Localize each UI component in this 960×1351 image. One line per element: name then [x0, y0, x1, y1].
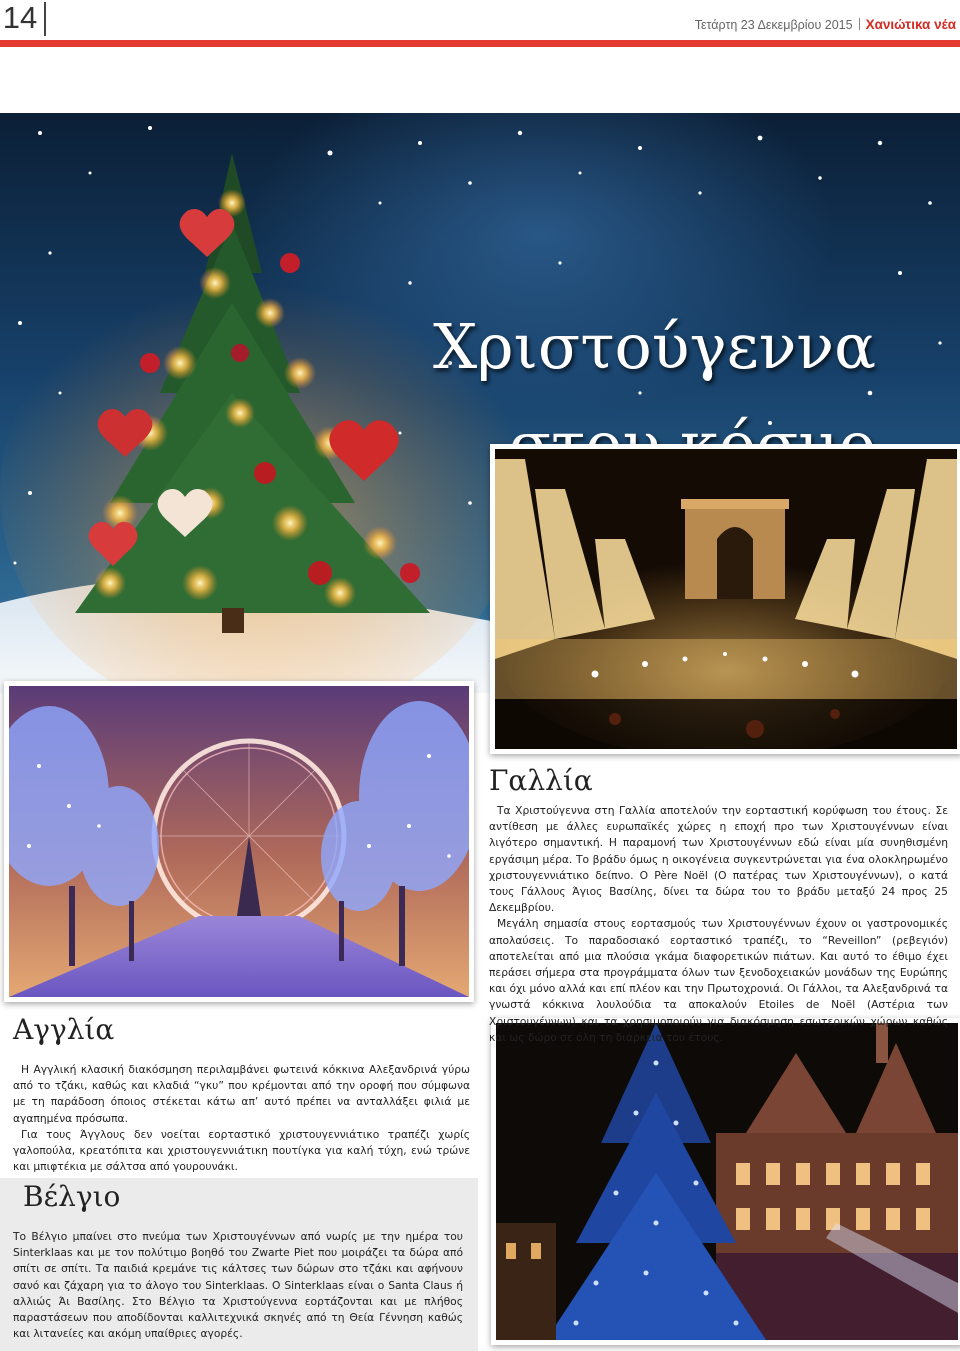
- arc-de-triomphe-image: [495, 449, 957, 749]
- london-eye-image: [9, 686, 469, 997]
- england-paragraph: Η Αγγλική κλασική διακόσμηση περιλαμβάνει φωτεινά κόκκινα Αλεξανδρινά γύρω από το τζάκι, καθώς και κλαδιά “γκυ” που κρέμονται από την οροφή που σύμφωνα με τη παράδοση όποιος στέκεται κάτω απ’ αυτό πρέπει να ανταλλάξει φιλιά με αγαπημένα πρόσωπα.: [13, 1063, 470, 1125]
- france-article-text: [489, 803, 948, 1046]
- header-meta: [695, 16, 956, 34]
- france-photo: [490, 444, 960, 754]
- page-number-divider: [44, 2, 46, 36]
- heading-france: Γαλλία: [489, 764, 593, 797]
- header-separator: [859, 18, 860, 30]
- heading-england: Αγγλία: [13, 1013, 115, 1046]
- heading-belgium: Βέλγιο: [23, 1180, 121, 1213]
- hero-title-line-1: Χριστούγεννα: [433, 310, 876, 383]
- belgium-article-text: [13, 1229, 463, 1342]
- england-photo: [4, 681, 474, 1002]
- belgium-paragraph: Το Βέλγιο μπαίνει στο πνεύμα των Χριστουγέννων από νωρίς με την ημέρα του Sinterklaas και με τον πολύτιμο βοηθό του Zwarte Piet που μοιράζει τα δώρα από σπίτι σε σπίτι. Τα παιδιά κρεμάνε τις κάλτσες των δώρων στο τζάκι και αφήνουν σανό και ζάχαρη για το άλογο του Sinterklaas. Ο Sinterklaas είναι ο Santa Claus ή αλλιώς Άι Βασίλης. Στο Βέλγιο τα Χριστούγεννα εορτάζονται και με πλήθος παραστάσεων που αποδίδονται καλλιτεχνικά σκηνές από τη Θεία Γέννηση καθώς και λιτανείες και ακόμη υπαίθριες αγορές.: [13, 1230, 463, 1341]
- england-paragraph: Για τους Άγγλους δεν νοείται εορταστικό χριστουγεννιάτικο τραπέζι χωρίς γαλοπούλα, κρεατόπιτα και χριστουγεννιάτικη πουτίγκα για καλή τύχη, ενώ τρώνε και μπιφτέκια με σάλτσα από γουρουνάκι.: [13, 1127, 470, 1174]
- publication-name: Χανιώτικα νέα: [865, 17, 956, 32]
- brussels-grand-place-image: [496, 1023, 958, 1340]
- england-article-text: [13, 1062, 470, 1175]
- header-accent-bar: [0, 40, 960, 47]
- belgium-photo: [491, 1018, 960, 1345]
- issue-date: Τετάρτη 23 Δεκεμβρίου 2015: [694, 18, 853, 32]
- page-number: 14: [2, 0, 38, 35]
- france-paragraph: Τα Χριστούγεννα στη Γαλλία αποτελούν την εορταστική κορύφωση του έτους. Σε αντίθεση με άλλες ευρωπαϊκές χώρες η εποχή προ των Χριστουγέννων είναι λιγότερο σημαντική. Η παραμονή των Χριστουγέννων εδώ είναι μία συνηθισμένη εργάσιμη μέρα. Το βράδυ όμως η οικογένεια συγκεντρώνεται για ένα ολοκληρωμένο χριστουγεννιάτικο δείπνο. Ο Père Noël (Ο πατέρας των Χριστουγέννων), ο κατά τους Γάλλους Άγιος Βασίλης, δίνει τα δώρα του το βράδυ μεταξύ 24 προς 25 Δεκεμβρίου.: [489, 804, 948, 915]
- france-paragraph: Μεγάλη σημασία στους εορτασμούς των Χριστουγέννων έχουν οι γαστρονομικές απολαύσεις. Το παραδοσιακό εορταστικό τραπέζι, το “Reveillon” (ρεβεγιόν) αποτελείται από μια πλούσια γκάμα διαφορετικών πιάτων. Και αυτό το έθιμο έχει περάσει σήμερα στα προγράμματα όλων των ξενοδοχειακών μονάδων της Ευρώπης και όχι μόνο αλλά και επί πλέον και την Πρωτοχρονιά. Οι Γάλλοι, τα Αλεξανδρινά τα γνωστά κόκκινα λουλούδια τα αποκαλούν Etoiles de Noël (Αστέρια των Χριστουγέννων) και τα χρησιμοποιούν για διακόσμηση εσωτερικών χώρων καθώς και ως δώρο σε όλη τη διάρκεια του έτους.: [489, 917, 948, 1044]
